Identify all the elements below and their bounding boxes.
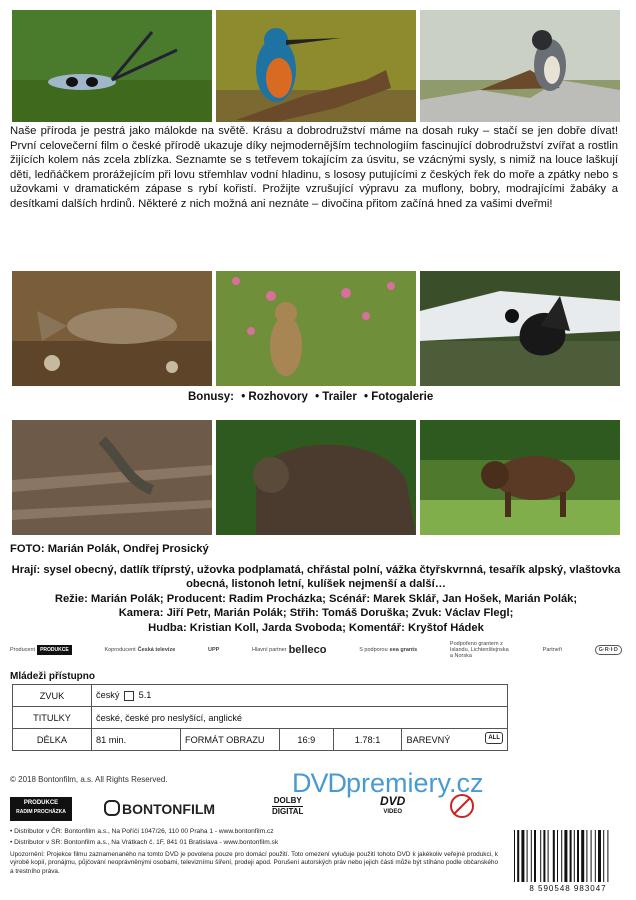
bonus-label: Bonusy: <box>188 391 234 403</box>
photo-snake <box>12 420 212 535</box>
barcode-bar <box>595 830 596 882</box>
partners-logo: Partneři <box>542 647 562 653</box>
barcode-bar <box>514 830 515 882</box>
copyright: © 2018 Bontonfilm, a.s. All Rights Reserved. <box>10 775 168 784</box>
photo-fish <box>12 271 212 386</box>
photo-beetle <box>12 10 212 122</box>
tech-specs-table <box>12 684 508 751</box>
bonus-item: • Trailer <box>315 391 357 403</box>
grid-logo: G·R·I·D <box>595 645 622 655</box>
photo-credit: FOTO: Marián Polák, Ondřej Prosický <box>10 543 209 555</box>
upp-logo: UPP <box>207 647 220 653</box>
produkce-logo: PRODUKCE RADIM PROCHÁZKA <box>10 797 72 821</box>
synopsis-text: Naše příroda je pestrá jako málokde na světě. Krásu a dobrodružství máme na dosah ruky – stačí se jen dobře dívat! První celovečerní film o české přírodě ukazuje díky nejmodernějším technologiím fascinující dobrodružství zvířat a rostlin žijících kolem nás zcela zblízka. Seznamte se s tetřevem tokajícím za úsvitu, se vzácnými sysly, s nimiž na louce laškují děti, ledňáčkem prorážejícím při lovu střemhlav vodní hladinu, s lososy putujícími z českých řek do moře a zpátky nebo s užovkami v dramatickém zápase s rybí kořistí. Prožijte vzrušující výpravu za muflony, bobry, modrajícími žabáky a desítkami dalších hrdinů. Některé z nich možná ani neznáte – divočina přitom začíná hned za vašimi dveřmi! <box>10 125 618 210</box>
barcode-number: 8 590548 983047 <box>529 884 607 893</box>
bonus-item: • Rozhovory <box>241 391 308 403</box>
dvd-video-logo: DVD VIDEO <box>380 794 406 815</box>
support-logo: S podporou eea grants <box>359 647 418 653</box>
color-value: BAREVNÝ ALL <box>402 729 508 751</box>
distributor-cz: • Distributor v ČR: Bontonfilm a.s., Na Poříčí 1047/26, 110 00 Praha 1 - www.bontonfilm.cz <box>10 828 274 835</box>
barcode-bar <box>574 830 575 882</box>
barcode-icon <box>512 830 624 882</box>
length-label: DÉLKA <box>13 729 92 751</box>
table-row <box>13 685 508 707</box>
photo-falcon <box>420 10 620 122</box>
legal-notice: Upozornění: Projekce filmu zaznamenaného na tomto DVD je povolena pouze pro domácí použití. Toto omezení vylučuje použití tohoto DVD k jakékoliv veřejné produkci, k výrobě kopií, pronájmu, půjčování neoprávněnými osobami, televiznímu šíření, prodeji apod. Porušení autorských práv nebo jejich části může být stíháno podle občanského a trestního práva. <box>10 851 498 875</box>
sound-value: český 5.1 <box>92 685 508 707</box>
credits-block <box>10 542 622 636</box>
sound-label: ZVUK <box>13 685 92 707</box>
barcode-bar <box>591 830 592 882</box>
main-partner-logo: Hlavní partner belleco <box>252 644 327 656</box>
subtitles-label: TITULKY <box>13 707 92 729</box>
coproducer-logo: Koproducent Česká televize <box>104 647 176 653</box>
barcode-bar <box>557 830 558 882</box>
crew-line-1: Režie: Marián Polák; Producent: Radim Procházka; Scénář: Marek Sklář, Jan Hošek, Marián Polák; <box>54 592 578 605</box>
photo-ground-squirrel <box>216 271 416 386</box>
format-label: FORMÁT OBRAZU <box>181 729 280 751</box>
barcode-bar <box>534 830 536 882</box>
barcode-bar <box>548 830 549 882</box>
photo-otter <box>216 420 416 535</box>
table-row <box>13 707 508 729</box>
barcode-bar <box>553 830 555 882</box>
barcode-bar <box>598 830 601 882</box>
no-copy-icon <box>450 794 474 818</box>
norway-grants-logo: Podpořeno grantem z Islandu, Lichtenštejnska a Norska <box>449 641 509 659</box>
barcode-bar <box>517 830 519 882</box>
barcode-bar <box>527 830 528 882</box>
barcode-bar <box>531 830 532 882</box>
crew-line-3: Hudba: Kristian Koll, Jarda Svoboda; Komentář: Kryštof Hádek <box>148 621 484 634</box>
table-row <box>13 729 508 751</box>
photo-bison <box>420 420 620 535</box>
barcode-bar <box>564 830 567 882</box>
ratio-16-9: 16:9 <box>280 729 334 751</box>
partner-logos <box>10 638 622 662</box>
distributor-sk: • Distributor v SR: Bontonfilm a.s., Na Vrátkach č. 1F, 841 01 Bratislava - www.bontonfilm.sk <box>10 839 279 846</box>
barcode-bar <box>603 830 604 882</box>
bontonfilm-logo: BONTONFILM <box>104 800 215 817</box>
age-rating: Mládeži přístupno <box>10 671 95 682</box>
barcode-bar <box>561 830 562 882</box>
surround-icon <box>124 691 134 701</box>
subtitles-value: české, české pro neslyšící, anglické <box>92 707 508 729</box>
barcode-bar <box>607 830 608 882</box>
barcode-bar <box>521 830 524 882</box>
bonus-list <box>188 391 437 403</box>
barcode-bar <box>581 830 584 882</box>
barcode-bar <box>540 830 541 882</box>
producer-logo: Producent PRODUKCE <box>10 645 72 655</box>
crew-line-2: Kamera: Jiří Petr, Marián Polák; Střih: Tomáš Doruška; Zvuk: Václav Flegl; <box>118 607 514 620</box>
bonus-item: • Fotogalerie <box>364 391 434 403</box>
photo-capercaillie <box>420 271 620 386</box>
dvdpremiery-logo: DVDpremiery.cz <box>292 768 484 798</box>
bonton-mark-icon <box>104 800 120 816</box>
region-all-icon: ALL <box>485 732 503 744</box>
barcode-bar <box>577 830 579 882</box>
barcode-bar <box>570 830 572 882</box>
barcode-bar <box>543 830 545 882</box>
cast-text: Hrají: sysel obecný, datlík tříprstý, užovka podplamatá, chřástal polní, vážka čtyřskvrnná, tesařík alpský, vlaštovka obecná, listonoh letní, kulíšek nejmenší a další… <box>11 563 621 591</box>
length-value: 81 min. <box>92 729 181 751</box>
dolby-digital-logo: DOLBY DIGITAL <box>272 796 304 816</box>
ratio-178: 1.78:1 <box>333 729 402 751</box>
photo-kingfisher <box>216 10 416 122</box>
barcode-bar <box>586 830 587 882</box>
